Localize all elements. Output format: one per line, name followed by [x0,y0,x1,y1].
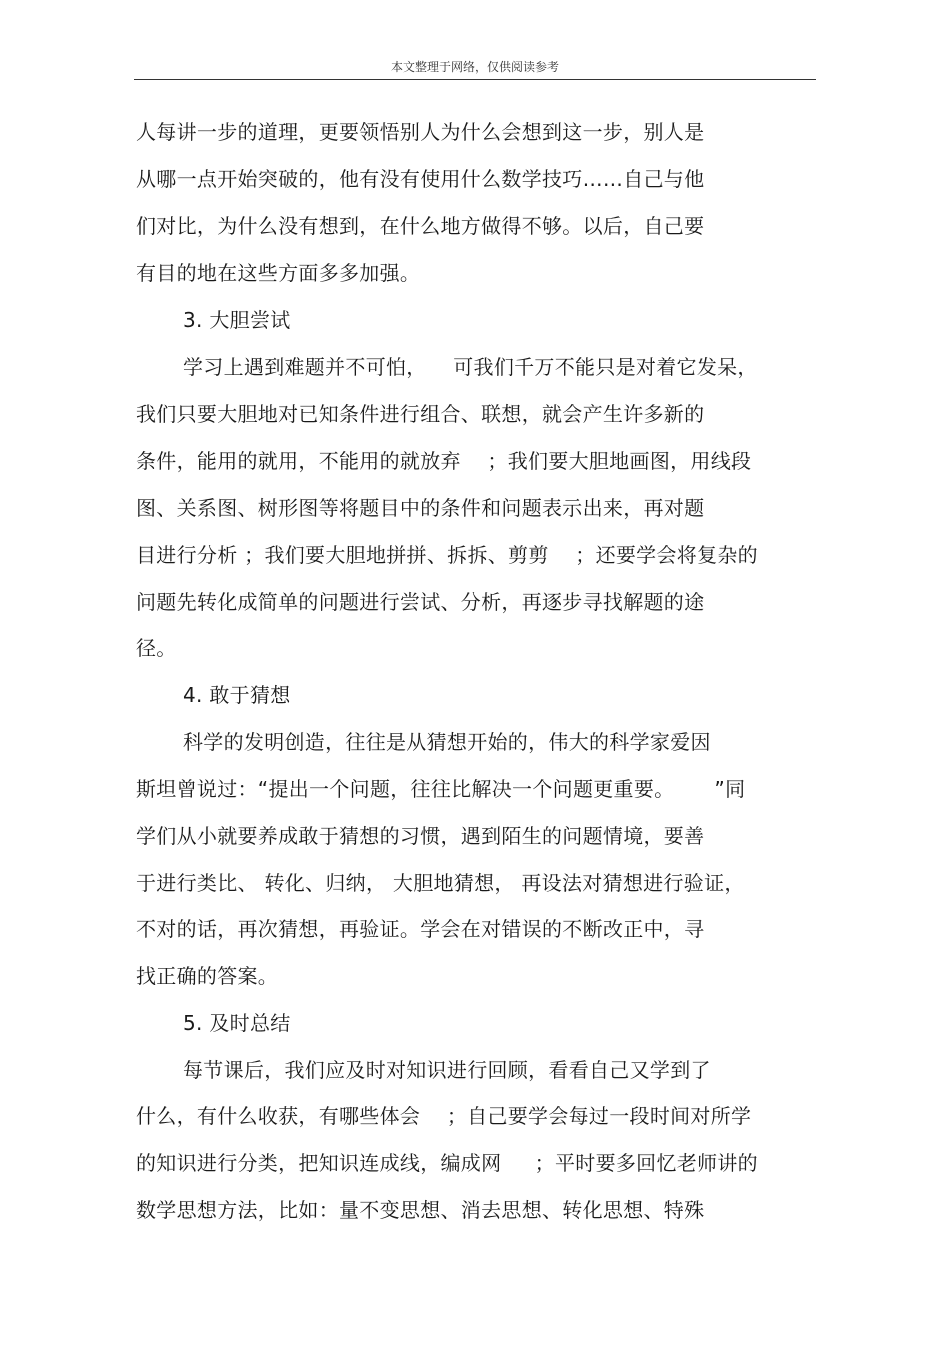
text-line: 斯坦曾说过：“提出一个问题，往往比解决一个问题更重要。 ”同 [136,777,746,801]
text-line: 目进行分析 ；我们要大胆地拼拼、拆拆、剪剪 ；还要学会将复杂的 [136,543,758,567]
section-heading: 3. 大胆尝试 [183,308,291,332]
text-line: 学们从小就要养成敢于猜想的习惯，遇到陌生的问题情境，要善 [136,824,705,848]
header-divider [134,79,816,80]
text-line: 数学思想方法，比如：量不变思想、消去思想、转化思想、特殊 [136,1198,705,1222]
text-line: 找正确的答案。 [136,964,279,988]
section-heading: 4. 敢于猜想 [183,683,291,707]
text-line: 条件，能用的就用，不能用的就放弃 ；我们要大胆地画图，用线段 [136,449,752,473]
text-line: 图、关系图、树形图等将题目中的条件和问题表示出来，再对题 [136,496,705,520]
text-line: 人每讲一步的道理，更要领悟别人为什么会想到这一步，别人是 [136,120,705,144]
page-header: 本文整理于网络，仅供阅读参考 [390,60,559,74]
text-line: 们对比，为什么没有想到，在什么地方做得不够。以后，自己要 [136,214,705,238]
text-line: 的知识进行分类，把知识连成线，编成网 ；平时要多回忆老师讲的 [136,1151,758,1175]
text-line: 从哪一点开始突破的，他有没有使用什么数学技巧……自己与他 [136,167,705,191]
text-line: 科学的发明创造，往往是从猜想开始的，伟大的科学家爱因 [183,730,711,754]
text-line: 有目的地在这些方面多多加强。 [136,261,421,285]
text-line: 学习上遇到难题并不可怕， 可我们千万不能只是对着它发呆， [183,355,758,379]
text-line: 我们只要大胆地对已知条件进行组合、联想，就会产生许多新的 [136,402,705,426]
text-line: 径。 [136,636,177,660]
section-heading: 5. 及时总结 [183,1011,291,1035]
text-line: 每节课后，我们应及时对知识进行回顾，看看自己又学到了 [183,1058,711,1082]
text-line: 问题先转化成简单的问题进行尝试、分析，再逐步寻找解题的途 [136,590,705,614]
text-line: 不对的话，再次猜想，再验证。学会在对错误的不断改正中，寻 [136,917,705,941]
text-line: 于进行类比、 转化、归纳， 大胆地猜想， 再设法对猜想进行验证， [136,871,745,895]
text-line: 什么，有什么收获，有哪些体会 ；自己要学会每过一段时间对所学 [136,1104,752,1128]
